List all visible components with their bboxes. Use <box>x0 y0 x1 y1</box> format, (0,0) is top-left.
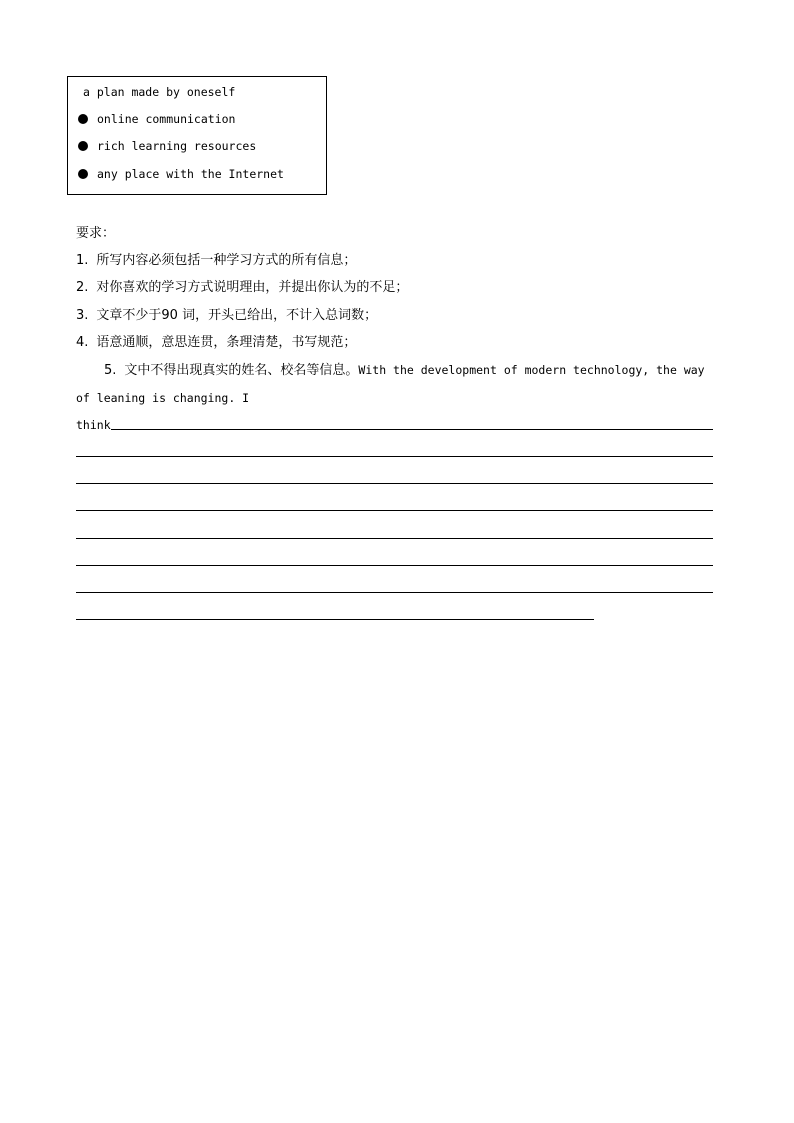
box-item-text: online communication <box>97 112 236 126</box>
box-item-text: a plan made by oneself <box>83 85 236 99</box>
requirement-number: 5. <box>104 363 117 378</box>
writing-line[interactable] <box>111 429 713 430</box>
prompt-continuation: of leaning is changing. I <box>76 391 250 405</box>
requirement-item <box>76 253 356 269</box>
requirement-number: 2. <box>76 280 89 295</box>
writing-line[interactable] <box>76 592 713 593</box>
requirement-number: 3. <box>76 308 89 323</box>
bullet-icon <box>78 114 88 124</box>
prompt-think: think <box>76 418 111 432</box>
box-item-text: any place with the Internet <box>97 167 284 181</box>
writing-line[interactable] <box>76 483 713 484</box>
writing-line[interactable] <box>76 565 713 566</box>
requirement-item-5 <box>104 362 705 379</box>
hint-box <box>67 76 327 195</box>
writing-line[interactable] <box>76 538 713 539</box>
bullet-icon <box>78 169 88 179</box>
writing-line[interactable] <box>76 510 713 511</box>
prompt-opening: With the development of modern technology, the way <box>358 363 705 377</box>
requirement-text: 所写内容必须包括一种学习方式的所有信息； <box>96 253 357 268</box>
box-item-text: rich learning resources <box>97 139 257 153</box>
requirement-text: 文中不得出现真实的姓名、校名等信息。 <box>124 363 359 378</box>
requirement-item <box>76 335 356 351</box>
requirement-text: 语意通顺，意思连贯，条理清楚，书写规范； <box>96 335 357 350</box>
requirement-item <box>76 280 408 296</box>
writing-line[interactable] <box>76 456 713 457</box>
requirements-heading: 要求： <box>76 226 116 241</box>
requirement-text: 对你喜欢的学习方式说明理由，并提出你认为的不足； <box>96 280 409 295</box>
requirement-item <box>76 308 377 324</box>
bullet-icon <box>78 141 88 151</box>
requirement-number: 1. <box>76 253 89 268</box>
requirement-number: 4. <box>76 335 89 350</box>
requirement-text: 文章不少于90 词，开头已给出，不计入总词数； <box>96 308 378 323</box>
writing-line[interactable] <box>76 619 594 620</box>
